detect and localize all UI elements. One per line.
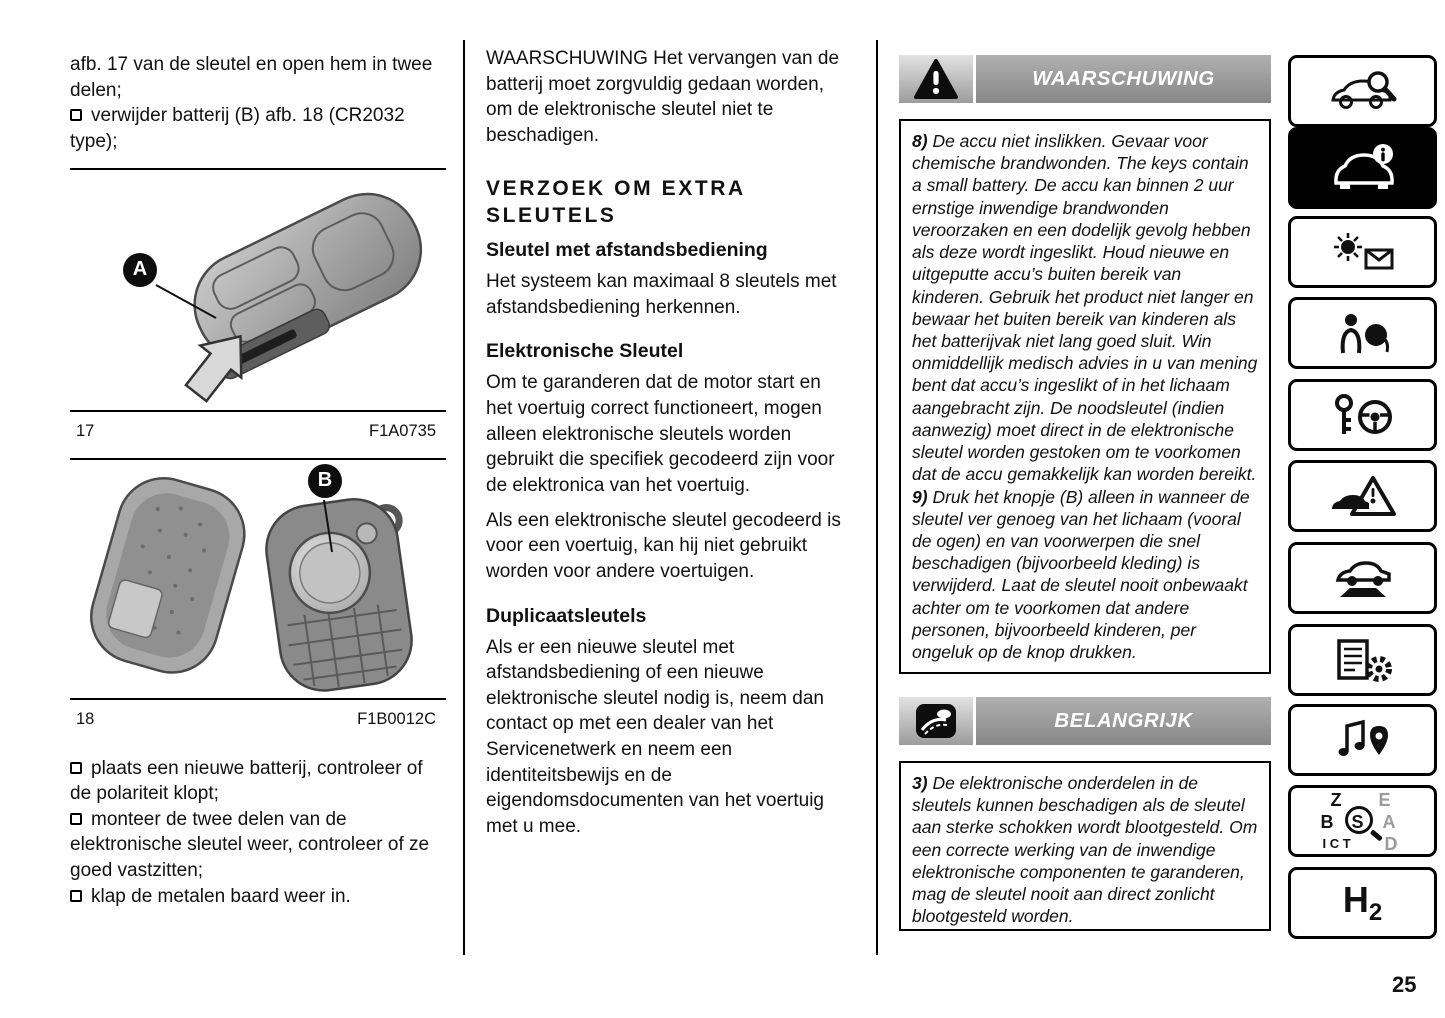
important-text-box [899, 761, 1271, 931]
bullet-item [70, 807, 446, 884]
bullet-text: plaats een nieuwe batterij, controleer of de polariteit klopt; [70, 757, 423, 805]
sidebar-tab-safety [1288, 297, 1437, 369]
warning-item-8: 8) De accu niet inslikken. Gevaar voor chemische brandwonden. The keys contain a small battery. De accu kan binnen 2 uur ernstige inwendige brandwonden veroorzaken en een dodelijk gevolg hebben als deze wordt ingeslikt. Houd nieuwe en uitgeputte accu’s buiten bereik van kinderen. Gebruik het product niet langer en bewaar het buiten bereik van kinderen als het batterijvak niet lang goed sluit. Win onmiddellijk medisch advies in u van mening bent dat accu’s ingeslikt of in het lichaam aangebracht zijn. De noodsleutel (indien aanwezig) moet direct in de elektronische sleutel worden gestoken om te voorkomen dat de accu gemakkelijk kan worden bereikt. [912, 131, 1258, 485]
bullet-text: verwijder batterij (B) afb. 18 (CR2032 type); [70, 105, 405, 152]
figure-18-caption [70, 700, 446, 742]
airbag-person-icon [1331, 310, 1395, 356]
key-steering-wheel-icon [1329, 391, 1397, 439]
important-item-3: 3) De elektronische onderdelen in de sleutels kunnen beschadigen als de sleutel aan sterke schokken wordt blootgesteld. Om een correcte werking van de inwendige elektronische componenten te garanderen, mag de sleutel nooit aan direct zonlicht blootgesteld worden. [912, 773, 1258, 927]
bullet-item [70, 756, 446, 807]
figure-label-a: A [123, 253, 157, 287]
car-skid-icon [899, 697, 973, 745]
column-divider-right [876, 40, 878, 955]
car-jack-icon [1330, 555, 1396, 601]
square-bullet-icon [70, 813, 82, 825]
item-number: 9) [912, 486, 928, 507]
subheading-duplicate-keys: Duplicaatsleutels [486, 604, 647, 627]
bullet-item [70, 884, 446, 910]
bullet-text: monteer de twee delen van de elektronische sleutel weer, controleer of ze goed vastzitten; [70, 808, 430, 882]
magnifier-icon [1345, 806, 1373, 834]
column-divider-left [463, 40, 465, 955]
figure-number: 18 [76, 709, 95, 728]
h2-symbol: H2 [1342, 879, 1383, 926]
sidebar-tab-multimedia [1288, 704, 1437, 776]
subheading-electronic-key: Elektronische Sleutel [486, 340, 684, 363]
paragraph: Als een elektronische sleutel gecodeerd is voor een voertuig, kan hij niet gebruikt worden voor andere voertuigen. [486, 509, 841, 582]
square-bullet-icon [70, 762, 82, 774]
figure-17-key-fob [70, 170, 446, 410]
square-bullet-icon [70, 890, 82, 902]
paragraph: Om te garanderen dat de motor start en het voertuig correct functioneert, mogen alleen elektronische sleutels worden gebruikt die specifiek gecodeerd zijn voor de elektronica van het voertuig. [486, 372, 835, 496]
paragraph-intro: afb. 17 van de sleutel en open hem in twee delen; [70, 54, 433, 101]
important-header-title: BELANGRIJK [976, 697, 1271, 745]
square-bullet-icon [70, 109, 82, 121]
section-heading: VERZOEK OM EXTRA SLEUTELS [486, 176, 746, 227]
music-note-pin-icon [1331, 716, 1395, 764]
alphabet-index-icon: Z E B S A I C T D [1320, 790, 1398, 854]
figure-code: F1B0012C [357, 709, 436, 728]
figure-code: F1A0735 [369, 421, 436, 440]
sidebar-tab-servicing [1288, 542, 1437, 614]
column-right [899, 55, 1271, 965]
sidebar-tab-index [1288, 785, 1437, 857]
paragraph: Het systeem kan maximaal 8 sleutels met afstandsbediening herkennen. [486, 271, 837, 318]
warning-header-title: WAARSCHUWING [976, 55, 1271, 103]
sidebar-tab-dashboard-info [1288, 127, 1437, 209]
sidebar-tab-lights-messages [1288, 216, 1437, 288]
item-number: 3) [912, 773, 928, 793]
sidebar-tab-starting-driving [1288, 379, 1437, 451]
sidebar-tab-maintenance [1288, 624, 1437, 696]
paragraph: Als er een nieuwe sleutel met afstandsbediening of een nieuwe elektronische sleutel nodig is, neem dan contact op met een dealer van het Servicenetwerk en neem een identiteitsbewijs en de eigendomsdocumenten van het voertuig met u mee. [486, 636, 825, 838]
warning-triangle-icon [899, 55, 973, 103]
page-number: 25 [1392, 972, 1417, 997]
warning-triangle-car-icon [1329, 473, 1397, 519]
paragraph-warning-note: WAARSCHUWING Het vervangen van de batterij moet zorgvuldig gedaan worden, om de elektronische sleutel niet te beschadigen. [486, 48, 840, 146]
key-fob-open-illustration [70, 460, 446, 698]
bullet-text: klap de metalen baard weer in. [91, 885, 351, 907]
key-fob-illustration [70, 170, 446, 410]
warning-item-9: 9) Druk het knopje (B) alleen in wanneer de sleutel ver genoeg van het lichaam (vooral de ogen) en van voorwerpen die snel beschadigen (bijvoorbeeld kleding) is verwijderd. Laat de sleutel nooit onbewaakt achter om te voorkomen dat andere personen, bijvoorbeeld kinderen, per ongeluk op de knop drukken. [912, 486, 1250, 663]
column-left [70, 52, 446, 909]
figure-label-b: B [308, 464, 342, 498]
subheading-remote-key: Sleutel met afstandsbediening [486, 239, 768, 262]
item-number: 8) [912, 131, 928, 151]
figure-number: 17 [76, 421, 95, 440]
car-info-icon [1325, 141, 1401, 195]
sidebar-tab-technical-data [1288, 867, 1437, 939]
sun-envelope-icon [1330, 230, 1396, 274]
warning-header [899, 55, 1271, 103]
figure-18-key-open [70, 460, 446, 698]
column-middle [486, 46, 844, 840]
bullet-item [70, 103, 446, 154]
sidebar-tab-emergency [1288, 460, 1437, 532]
warning-text-box [899, 119, 1271, 674]
figure-17-caption [70, 412, 446, 458]
document-gear-icon [1331, 636, 1395, 684]
important-header [899, 697, 1271, 745]
car-magnifier-icon [1328, 68, 1398, 114]
sidebar-tab-car-overview [1288, 55, 1437, 127]
